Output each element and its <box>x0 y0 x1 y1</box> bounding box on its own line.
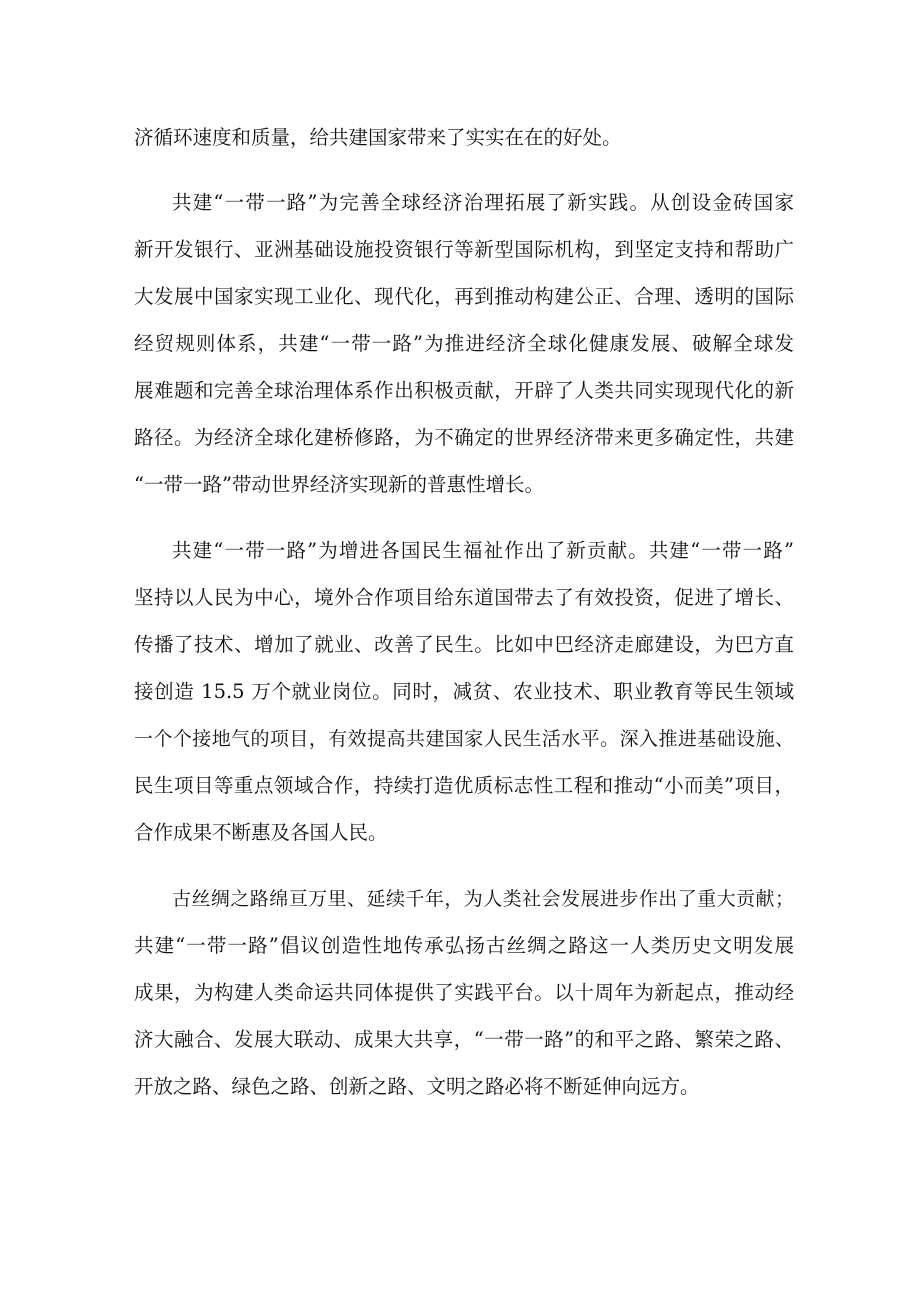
paragraph-2-line-6: 路径。为经济全球化建桥修路，为不确定的世界经济带来更多确定性，共建 <box>134 426 794 449</box>
paragraph-3-line-1: 共建“一带一路”为增进各国民生福祉作出了新贡献。共建“一带一路” <box>172 539 794 562</box>
paragraph-3-line-6: 民生项目等重点领域合作，持续打造优质标志性工程和推动“小而美”项目， <box>134 774 794 797</box>
paragraph-4-line-3: 成果，为构建人类命运共同体提供了实践平台。以十周年为新起点，推动经 <box>134 981 794 1004</box>
paragraph-3-line-2: 坚持以人民为中心，境外合作项目给东道国带去了有效投资，促进了增长、 <box>134 586 794 609</box>
paragraph-4-line-4: 济大融合、发展大联动、成果大共享，“一带一路”的和平之路、繁荣之路、 <box>134 1028 794 1051</box>
paragraph-1-line-1: 济循环速度和质量，给共建国家带来了实实在在的好处。 <box>134 126 622 149</box>
paragraph-2-line-4: 经贸规则体系，共建“一带一路”为推进经济全球化健康发展、破解全球发 <box>134 332 794 355</box>
paragraph-3-line-5: 一个个接地气的项目，有效提高共建国家人民生活水平。深入推进基础设施、 <box>134 728 794 750</box>
paragraph-4-line-2: 共建“一带一路”倡议创造性地传承弘扬古丝绸之路这一人类历史文明发展 <box>134 934 794 957</box>
paragraph-2-line-7: “一带一路”带动世界经济实现新的普惠性增长。 <box>134 473 544 496</box>
paragraph-3-line-7: 合作成果不断惠及各国人民。 <box>134 821 388 844</box>
paragraph-2-line-3: 大发展中国家实现工业化、现代化，再到推动构建公正、合理、透明的国际 <box>134 285 794 308</box>
paragraph-2-line-1: 共建“一带一路”为完善全球经济治理拓展了新实践。从创设金砖国家 <box>172 191 794 214</box>
paragraph-3-line-3: 传播了技术、增加了就业、改善了民生。比如中巴经济走廊建设，为巴方直 <box>134 633 794 656</box>
paragraph-2-line-5: 展难题和完善全球治理体系作出积极贡献，开辟了人类共同实现现代化的新 <box>134 379 794 402</box>
paragraph-4-line-5: 开放之路、绿色之路、创新之路、文明之路必将不断延伸向远方。 <box>134 1075 700 1098</box>
paragraph-3-line-4: 接创造 15.5 万个就业岗位。同时，减贫、农业技术、职业教育等民生领域 <box>134 680 794 703</box>
paragraph-4-line-1: 古丝绸之路绵亘万里、延续千年，为人类社会发展进步作出了重大贡献； <box>172 888 794 910</box>
paragraph-2-line-2: 新开发银行、亚洲基础设施投资银行等新型国际机构，到坚定支持和帮助广 <box>134 238 794 261</box>
